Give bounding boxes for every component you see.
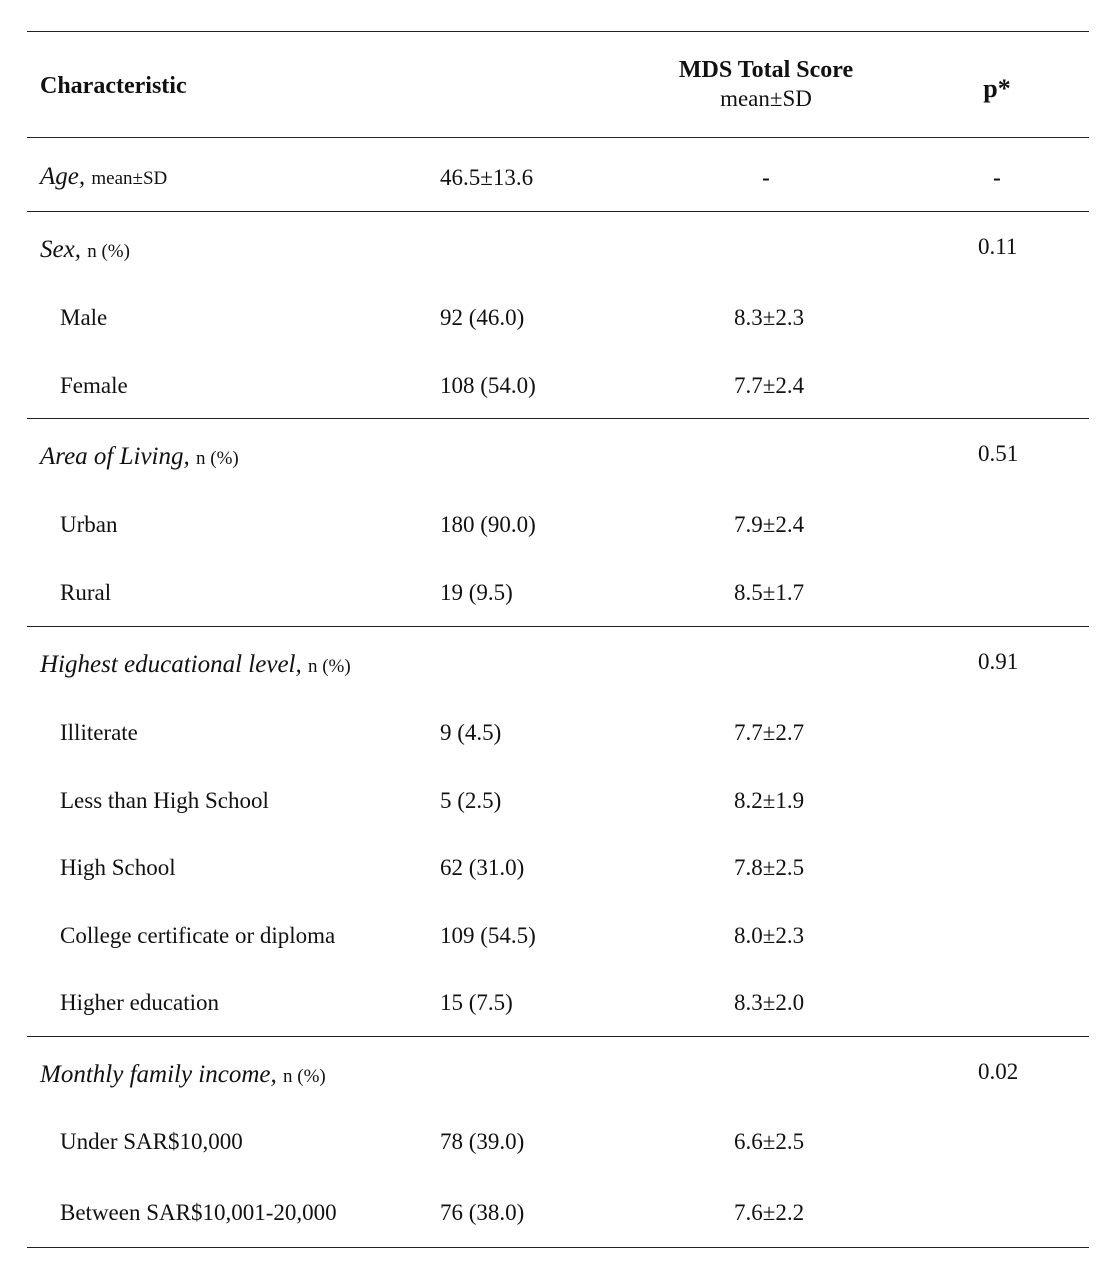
section-p-income: 0.02 (978, 1059, 1019, 1084)
row-age-label (40, 163, 167, 193)
section-title: Area of Living, (40, 443, 190, 470)
header-bottom-rule (27, 137, 1089, 138)
header-mds-total-score (650, 56, 882, 114)
section-label-sex (40, 236, 130, 266)
table-row-label: Less than High School (60, 788, 269, 813)
section-rule (27, 626, 1089, 627)
section-p-area-of-living: 0.51 (978, 441, 1019, 466)
table-bottom-rule (27, 1247, 1089, 1248)
age-value: 46.5±13.6 (440, 165, 534, 190)
age-mds: - (762, 165, 770, 190)
section-label-education (40, 651, 351, 681)
age-label: Age, (40, 163, 86, 190)
section-p-sex: 0.11 (978, 234, 1018, 259)
section-title: Highest educational level, (40, 651, 302, 678)
table-row-n: 62 (31.0) (440, 855, 525, 880)
section-label-income (40, 1061, 326, 1091)
table-row-mds: 7.6±2.2 (734, 1200, 805, 1225)
table-row-mds: 8.3±2.3 (734, 305, 805, 330)
section-rule (27, 211, 1089, 212)
table-row-mds: 8.0±2.3 (734, 923, 805, 948)
section-title: Sex, (40, 236, 81, 263)
table-row-label: Higher education (60, 990, 220, 1015)
table-row-n: 78 (39.0) (440, 1129, 525, 1154)
table-row-label: Rural (60, 580, 112, 605)
section-p-education: 0.91 (978, 649, 1019, 674)
section-rule (27, 1036, 1089, 1037)
table-row-n: 180 (90.0) (440, 512, 536, 537)
header-mds-title: MDS Total Score (678, 57, 854, 83)
table-row-label: Urban (60, 512, 118, 537)
table-row-mds: 7.7±2.7 (734, 720, 805, 745)
table-row-mds: 6.6±2.5 (734, 1129, 805, 1154)
table-row-mds: 8.5±1.7 (734, 580, 805, 605)
section-rule (27, 418, 1089, 419)
table-row-mds: 7.8±2.5 (734, 855, 805, 880)
table-row-mds: 7.7±2.4 (734, 373, 805, 398)
table-row-n: 76 (38.0) (440, 1200, 525, 1225)
table-row-n: 5 (2.5) (440, 788, 502, 813)
header-characteristic: Characteristic (40, 73, 187, 99)
section-label-area-of-living (40, 443, 239, 473)
table-row-n: 109 (54.5) (440, 923, 536, 948)
age-suffix: mean±SD (91, 168, 168, 189)
table-row-label: Illiterate (60, 720, 138, 745)
table-row-mds: 8.2±1.9 (734, 788, 805, 813)
table-row-mds: 8.3±2.0 (734, 990, 805, 1015)
table-row-label: Between SAR$10,001-20,000 (60, 1200, 337, 1225)
header-p-value: p* (983, 74, 1011, 103)
age-p: - (993, 165, 1001, 190)
section-suffix: n (%) (307, 656, 351, 677)
table-row-label: College certificate or diploma (60, 923, 336, 948)
table-top-rule (27, 31, 1089, 32)
header-mds-unit: mean±SD (720, 86, 812, 111)
section-title: Monthly family income, (40, 1061, 277, 1088)
table-row-n: 19 (9.5) (440, 580, 513, 605)
table-row-label: Male (60, 305, 108, 330)
section-suffix: n (%) (87, 241, 130, 262)
table-row-label: High School (60, 855, 176, 880)
table-row-n: 108 (54.0) (440, 373, 536, 398)
table-row-label: Under SAR$10,000 (60, 1129, 243, 1154)
section-suffix: n (%) (196, 448, 239, 469)
table-row-n: 92 (46.0) (440, 305, 525, 330)
table-row-n: 15 (7.5) (440, 990, 513, 1015)
table-row-label: Female (60, 373, 128, 398)
table-row-n: 9 (4.5) (440, 720, 502, 745)
section-suffix: n (%) (283, 1066, 326, 1087)
table-row-mds: 7.9±2.4 (734, 512, 805, 537)
